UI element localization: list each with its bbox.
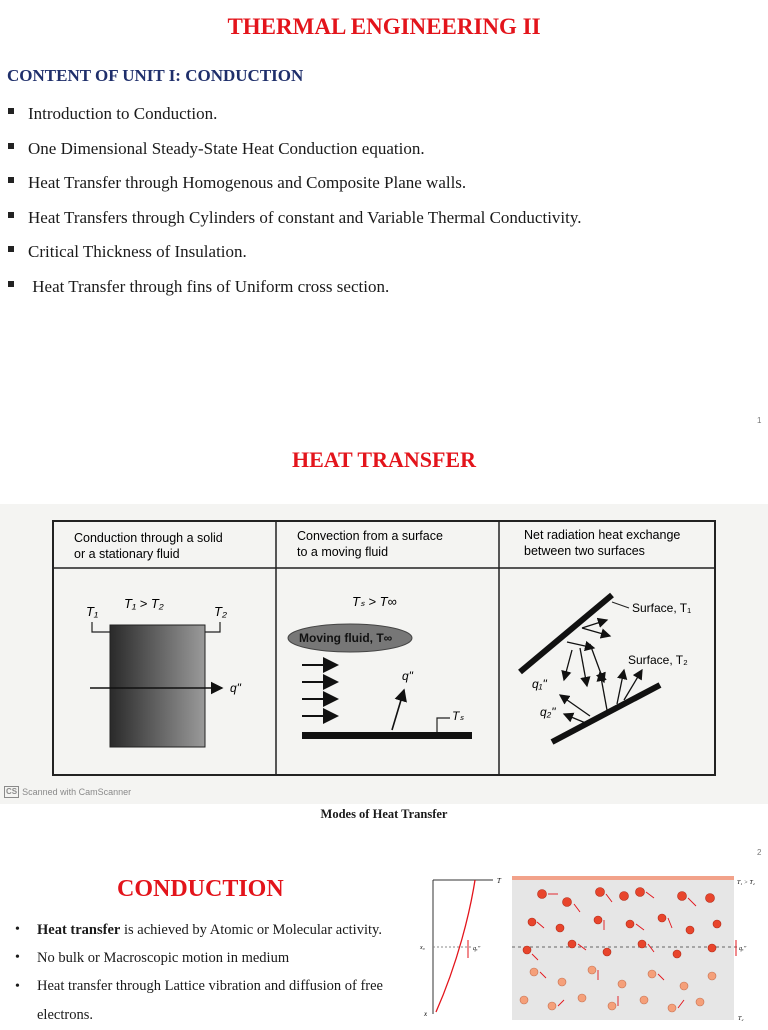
surface-2 xyxy=(552,685,660,742)
x0-label: x₀ xyxy=(420,945,425,951)
convection-flux-arrow xyxy=(392,690,404,730)
figure-caption: Modes of Heat Transfer xyxy=(320,807,448,821)
list-item: • No bulk or Macroscopic motion in medium xyxy=(14,944,424,972)
list-item: • Heat transfer is achieved by Atomic or Molecular activity. xyxy=(14,916,424,944)
t1-label: T₁ xyxy=(86,604,99,619)
flux-label: q" xyxy=(402,669,413,683)
convection-header: Convection from a surface xyxy=(297,529,443,543)
square-bullet-icon xyxy=(8,177,14,183)
unit-subheading: CONTENT OF UNIT I: CONDUCTION xyxy=(7,66,304,85)
axis-t-label: T xyxy=(497,877,501,885)
slide1-title: THERMAL ENGINEERING II xyxy=(227,14,541,39)
moving-fluid-label: Moving fluid, T∞ xyxy=(299,631,393,645)
heat-transfer-modes-figure xyxy=(52,520,718,780)
molecular-diffusion-illustration xyxy=(512,872,762,1022)
square-bullet-icon xyxy=(8,212,14,218)
surface-1 xyxy=(520,595,612,672)
conduction-header: or a stationary fluid xyxy=(74,547,180,561)
solid-wall xyxy=(110,625,205,747)
watermark-text: Scanned with CamScanner xyxy=(22,787,132,797)
conduction-header: Conduction through a solid xyxy=(74,531,223,545)
flux-label: qₓ" xyxy=(739,946,747,952)
camscanner-watermark xyxy=(4,786,131,798)
surface-temp-label: Tₛ xyxy=(452,709,464,723)
temperature-profile-graph xyxy=(418,872,508,1022)
slide3-title: CONDUCTION xyxy=(117,876,284,902)
list-item: • Heat transfer through Lattice vibration and diffusion of free electrons. xyxy=(14,972,424,1030)
slide2-title: HEAT TRANSFER xyxy=(292,447,476,472)
temperature-curve xyxy=(436,880,475,1012)
square-bullet-icon xyxy=(8,108,14,114)
t2-label: T₂ xyxy=(214,604,227,619)
conduction-bullet-list xyxy=(14,916,424,1030)
square-bullet-icon xyxy=(8,281,14,287)
surface2-label: Surface, T₂ xyxy=(628,653,688,667)
square-bullet-icon xyxy=(8,143,14,149)
flux1-label: q₁" xyxy=(532,677,547,691)
bullet-icon: • xyxy=(15,950,20,965)
bullet-icon: • xyxy=(15,979,20,994)
square-bullet-icon xyxy=(8,246,14,252)
bullet-icon: • xyxy=(15,922,20,937)
radiation-header: Net radiation heat exchange xyxy=(524,528,681,542)
surface1-label: Surface, T₁ xyxy=(632,601,692,615)
radiation-header: between two surfaces xyxy=(524,544,645,558)
fluid-flow-arrows xyxy=(302,665,337,716)
heated-surface xyxy=(302,732,472,739)
condition-label: T₁ > T₂ xyxy=(124,596,164,611)
condition-label: Tₛ > T∞ xyxy=(352,594,397,609)
axis-x-label: x xyxy=(424,1010,428,1018)
camscanner-logo-icon: CS xyxy=(6,787,18,796)
flux2-label: q₂" xyxy=(540,705,556,719)
flux-label: qₓ" xyxy=(473,946,481,952)
temp-condition-label: T₁ > T₂ xyxy=(737,880,755,886)
page-number: 1 xyxy=(757,416,762,425)
t2-label: T₂ xyxy=(738,1016,744,1022)
radiation-arrows xyxy=(560,620,642,724)
flux-label: q" xyxy=(230,681,241,695)
convection-header: to a moving fluid xyxy=(297,545,389,559)
page-number: 2 xyxy=(757,848,762,857)
